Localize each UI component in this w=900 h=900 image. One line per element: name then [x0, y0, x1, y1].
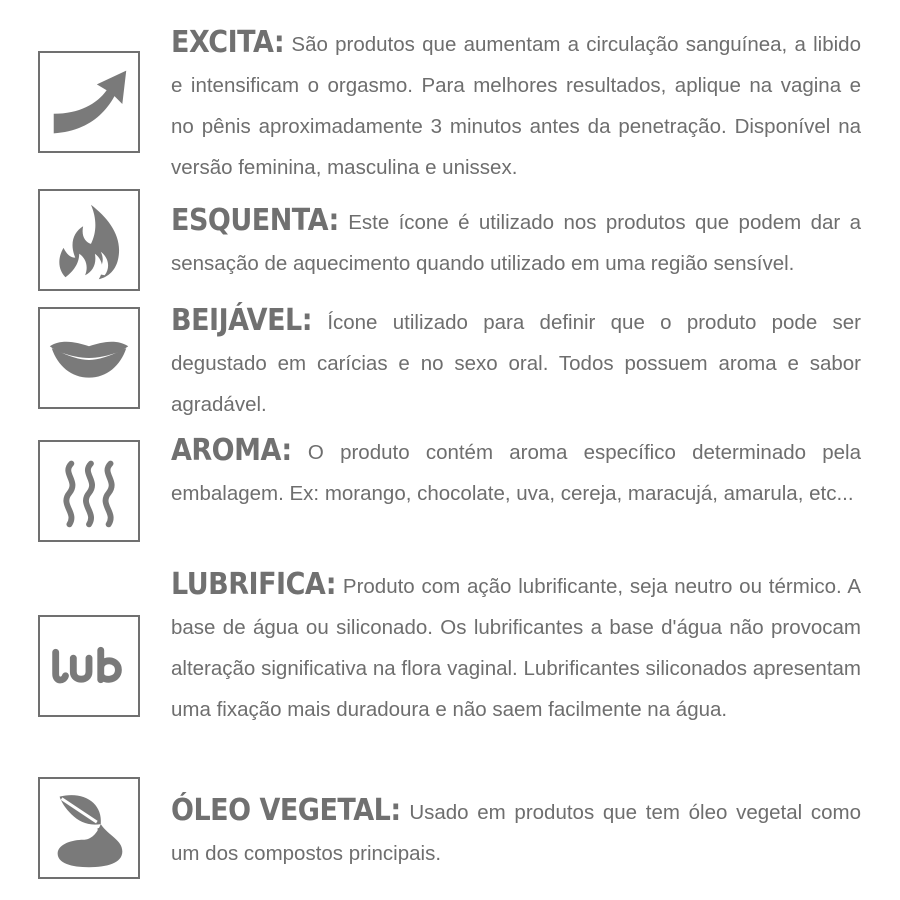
arrow-up-right-icon: [40, 53, 138, 151]
entry-title: ESQUENTA:: [171, 203, 339, 238]
entry-description: Produto com ação lubrificante, seja neutro ou térmico. A base de água ou siliconado. Os lubrificantes a base d'água não provocam alteração significativa na flora vaginal. Lubrificantes siliconados apresentam uma fixação mais duradoura e não saem facilmente na água.: [171, 575, 861, 721]
flame-icon: [40, 191, 138, 289]
entry-description: O produto contém aroma específico determinado pela embalagem. Ex: morango, chocolate, uva, cereja, maracujá, amarula, etc...: [171, 441, 862, 505]
entry-description: Usado em produtos que tem óleo vegetal como um dos compostos principais.: [171, 801, 861, 865]
lubrifica-icon-box: [38, 615, 140, 717]
entry-title: BEIJÁVEL:: [171, 303, 313, 338]
entry-beijavel: [171, 300, 861, 425]
aroma-waves-icon: [40, 442, 138, 540]
entry-title: ÓLEO VEGETAL:: [171, 793, 401, 828]
entry-description: Este ícone é utilizado nos produtos que podem dar a sensação de aquecimento quando utilizado em uma região sensível.: [171, 211, 861, 275]
entry-esquenta: [171, 200, 861, 284]
entry-title: LUBRIFICA:: [171, 567, 337, 602]
leaf-oil-drop-icon: [40, 779, 138, 877]
entry-description: São produtos que aumentam a circulação sanguínea, a libido e intensificam o orgasmo. Para melhores resultados, aplique na vagina e no pênis aproximadamente 3 minutos antes da penetração. Disponível na versão feminina, masculina e unissex.: [171, 33, 861, 179]
excita-icon-box: [38, 51, 140, 153]
entry-excita: [171, 22, 861, 188]
esquenta-icon-box: [38, 189, 140, 291]
entry-lubrifica: [171, 564, 861, 730]
entry-aroma: [171, 430, 861, 514]
aroma-icon-box: [38, 440, 140, 542]
beijavel-icon-box: [38, 307, 140, 409]
lips-icon: [40, 309, 138, 407]
entry-title: AROMA:: [171, 433, 292, 468]
lub-icon: [40, 617, 138, 715]
entry-description: Ícone utilizado para definir que o produto pode ser degustado em carícias e no sexo oral. Todos possuem aroma e sabor agradável.: [171, 311, 861, 416]
entry-oleo-vegetal: [171, 790, 861, 874]
oleo-vegetal-icon-box: [38, 777, 140, 879]
entry-title: EXCITA:: [171, 25, 285, 60]
